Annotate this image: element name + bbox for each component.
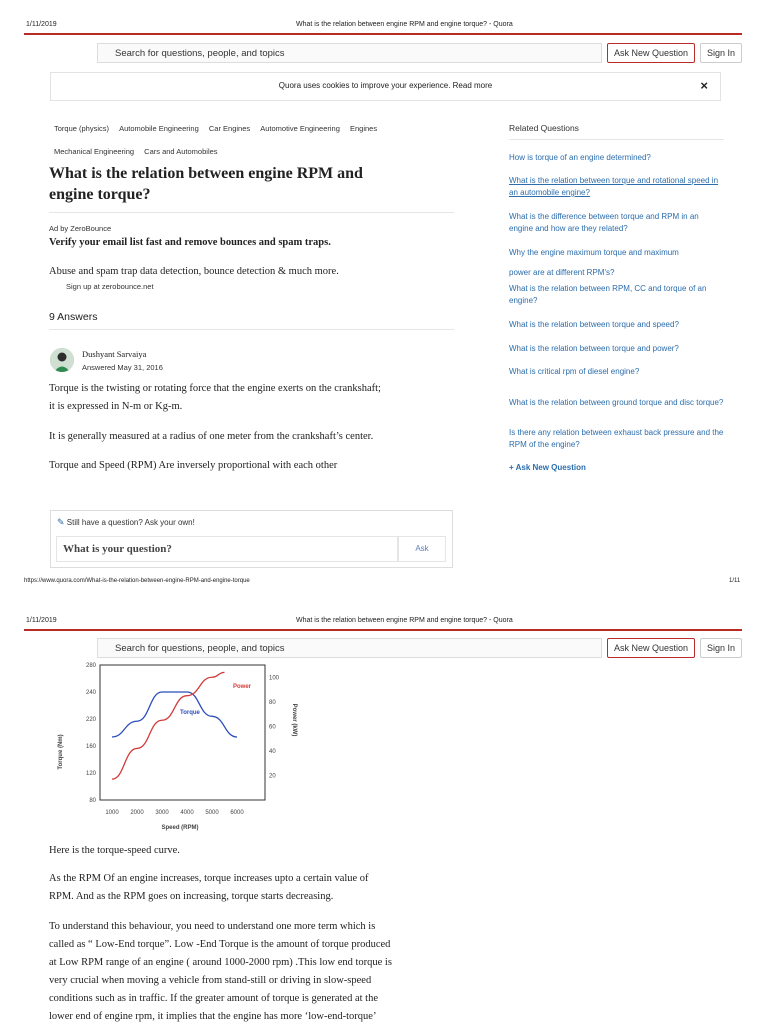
add-question-link[interactable] [509, 463, 586, 472]
x-tick-label: 6000 [230, 810, 244, 816]
answers-count: 9 Answers [49, 311, 98, 323]
related-question-link[interactable]: How is torque of an engine determined? [509, 153, 651, 162]
related-question-link[interactable] [509, 175, 724, 199]
answer-line: conditions such as in traffic. If the greater amount of torque is generated at the [49, 993, 378, 1004]
print-title: What is the relation between engine RPM and engine torque? - Quora [296, 21, 513, 28]
ask-new-question-button[interactable]: Ask New Question [607, 638, 695, 658]
ad-body: Abuse and spam trap data detection, bounce detection & much more. [49, 266, 339, 277]
related-question-link[interactable]: What is the relation between torque and power? [509, 344, 679, 353]
series-label-torque: Torque [180, 710, 200, 716]
cookie-text: Quora uses cookies to improve your experience. Read more [278, 81, 493, 90]
answer-line: RPM. And as the RPM goes on increasing, torque starts decreasing. [49, 891, 334, 902]
answer-paragraph: Torque and Speed (RPM) Are inversely proportional with each other [49, 460, 338, 471]
x-tick-label: 4000 [180, 810, 194, 816]
y-tick-label: 240 [85, 690, 96, 696]
still-question-text: Still have a question? Ask your own! [66, 518, 195, 527]
answer-line: Torque is the twisting or rotating force that the engine exerts on the crankshaft; [49, 383, 381, 394]
topic-tag[interactable]: Mechanical Engineering [54, 147, 135, 156]
question-title-line: engine torque? [49, 186, 151, 203]
question-input[interactable]: What is your question? [56, 536, 398, 562]
person-icon [50, 348, 74, 372]
answer-line: very crucial when moving a vehicle from stand-still or driving in slow-speed [49, 975, 372, 986]
answer-paragraph [49, 870, 469, 906]
answer-line: lower end of engine rpm, it implies that the engine has more ‘low-end-torque’ [49, 1011, 377, 1022]
y-axis-label: Torque (Nm) [58, 734, 64, 770]
related-heading: Related Questions [509, 123, 579, 133]
x-tick-label: 5000 [205, 810, 219, 816]
pencil-icon: ✎ [57, 517, 65, 527]
topic-tag[interactable]: Torque (physics) [54, 124, 110, 133]
series-label-power: Power [233, 684, 252, 690]
print-date: 1/11/2019 [26, 617, 57, 624]
header-divider [24, 629, 742, 631]
answer-line: As the RPM Of an engine increases, torque increases upto a certain value of [49, 873, 369, 884]
ad-title[interactable]: Verify your email list fast and remove bounces and spam traps. [49, 237, 331, 248]
print-page-number: 1/11 [729, 578, 741, 584]
y2-tick-label: 100 [269, 675, 280, 682]
x-tick-label: 1000 [105, 810, 119, 816]
question-title-line: What is the relation between engine RPM and [49, 165, 363, 182]
y-tick-label: 160 [85, 744, 96, 750]
search-input[interactable]: Search for questions, people, and topics [97, 43, 602, 63]
ask-question-box [50, 510, 453, 568]
y2-tick-label: 60 [269, 724, 276, 731]
related-question-link[interactable]: power are at different RPM's? [509, 268, 615, 277]
print-url: https://www.quora.com/What-is-the-relation-between-engine-RPM-and-engine-torque [24, 578, 250, 584]
answer-paragraph: It is generally measured at a radius of one meter from the crankshaft’s center. [49, 431, 374, 442]
y-tick-label: 220 [85, 717, 96, 723]
y2-axis-label: Power (kW) [291, 703, 297, 737]
print-title: What is the relation between engine RPM and engine torque? - Quora [296, 617, 513, 624]
related-question-link[interactable]: What is the relation between RPM, CC and torque of an engine? [509, 284, 707, 305]
avatar[interactable] [50, 348, 74, 372]
answer-paragraph [49, 918, 479, 1026]
author-name[interactable]: Dushyant Sarvaiya [82, 349, 147, 359]
cookie-banner [50, 72, 721, 101]
add-question-label: Ask New Question [515, 463, 586, 472]
x-axis-label: Speed (RPM) [161, 825, 199, 831]
header-divider [24, 33, 742, 35]
torque-power-chart [50, 660, 310, 835]
topic-list [54, 147, 218, 156]
related-question-link[interactable]: What is the difference between torque and RPM in an engine and how are they related? [509, 212, 699, 233]
y2-tick-label: 80 [269, 699, 276, 706]
close-icon[interactable]: × [700, 78, 708, 93]
topic-tag[interactable]: Automotive Engineering [260, 124, 340, 133]
answer-line: it is expressed in N-m or Kg-m. [49, 401, 183, 412]
answer-line: at Low RPM range of an engine ( around 1000-2000 rpm) .This low end torque is [49, 957, 392, 968]
y2-tick-label: 40 [269, 748, 276, 755]
search-input[interactable]: Search for questions, people, and topics [97, 638, 602, 658]
ad-link[interactable]: Sign up at zerobounce.net [66, 282, 154, 291]
topic-list [54, 124, 377, 133]
divider [509, 139, 724, 140]
y2-tick-label: 20 [269, 773, 276, 780]
ask-new-question-button[interactable]: Ask New Question [607, 43, 695, 63]
y-tick-label: 120 [85, 771, 96, 777]
topic-tag[interactable]: Car Engines [208, 124, 251, 133]
related-question-link[interactable]: Why the engine maximum torque and maximum [509, 248, 679, 257]
answer-line: To understand this behaviour, you need to understand one more term which is [49, 921, 376, 932]
sign-in-button[interactable]: Sign In [700, 43, 742, 63]
topic-tag[interactable]: Automobile Engineering [119, 124, 199, 133]
y-tick-label: 80 [89, 798, 96, 804]
answer-line: called as “ Low-End torque”. Low -End Torque is the amount of torque produced [49, 939, 391, 950]
answer-paragraph: Here is the torque-speed curve. [49, 845, 180, 856]
topic-tag[interactable]: Engines [349, 124, 378, 133]
plus-icon: + [509, 463, 514, 472]
divider [49, 212, 454, 213]
topic-tag[interactable]: Cars and Automobiles [144, 147, 218, 156]
ad-label: Ad by ZeroBounce [49, 224, 112, 233]
related-question-link[interactable]: What is critical rpm of diesel engine? [509, 367, 640, 376]
y-tick-label: 280 [85, 663, 96, 669]
x-tick-label: 3000 [155, 810, 169, 816]
related-question-link[interactable]: Is there any relation between exhaust back pressure and the RPM of the engine? [509, 428, 724, 449]
question-title [49, 163, 363, 205]
answer-date: Answered May 31, 2016 [82, 363, 163, 372]
sign-in-button[interactable]: Sign In [700, 638, 742, 658]
divider [49, 329, 454, 330]
related-question-text: What is the relation between torque and rotational speed in an automobile engine? [509, 176, 719, 197]
x-tick-label: 2000 [130, 810, 144, 816]
ask-submit-button[interactable]: Ask [398, 536, 446, 562]
print-date: 1/11/2019 [26, 21, 57, 28]
answer-paragraph [49, 380, 469, 416]
related-question-link[interactable]: What is the relation between torque and speed? [509, 320, 679, 329]
still-question-label [57, 517, 195, 528]
related-question-link[interactable]: What is the relation between ground torque and disc torque? [509, 398, 724, 407]
